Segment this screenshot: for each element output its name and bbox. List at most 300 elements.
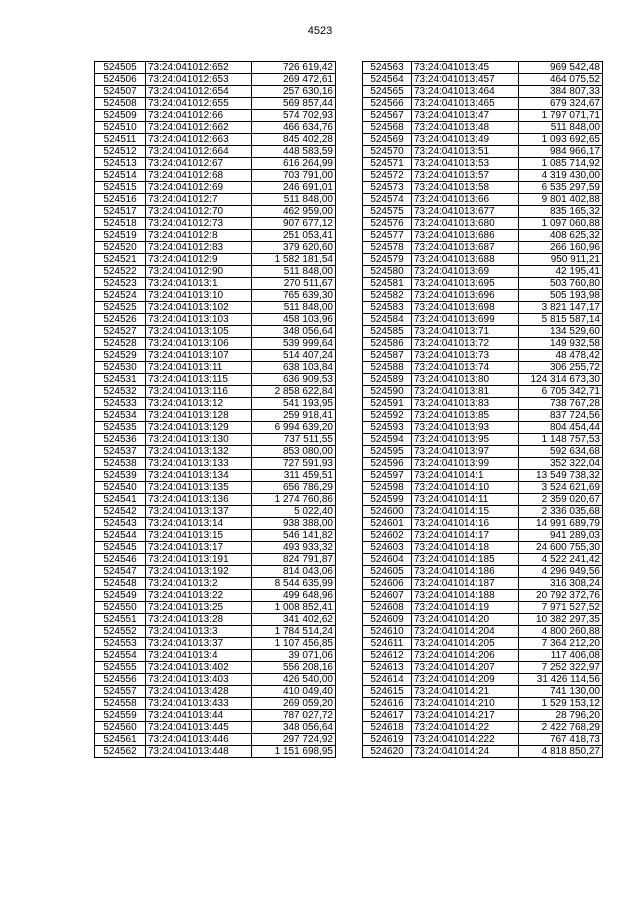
cadastral-number: 73:24:041013:44 [146,710,252,722]
row-number: 524537 [95,446,146,458]
table-row [95,362,336,374]
row-number: 524526 [95,314,146,326]
cadastral-number: 73:24:041013:12 [146,398,252,410]
table-row [363,578,603,590]
amount-value: 3 524 621,69 [519,482,603,494]
row-number: 524543 [95,518,146,530]
table-row [95,290,336,302]
row-number: 524609 [363,614,412,626]
amount-value: 503 760,80 [519,278,603,290]
table-row [363,458,603,470]
table-row [363,530,603,542]
amount-value: 39 071,06 [252,650,336,662]
cadastral-number: 73:24:041012:7 [146,194,252,206]
amount-value: 13 549 738,32 [519,470,603,482]
row-number: 524605 [363,566,412,578]
row-number: 524580 [363,266,412,278]
table-row [363,254,603,266]
cadastral-number: 73:24:041014:209 [412,674,519,686]
amount-value: 616 264,99 [252,158,336,170]
row-number: 524575 [363,206,412,218]
table-row [95,266,336,278]
row-number: 524532 [95,386,146,398]
amount-value: 592 634,68 [519,446,603,458]
cadastral-number: 73:24:041013:25 [146,602,252,614]
row-number: 524513 [95,158,146,170]
cadastral-number: 73:24:041012:654 [146,86,252,98]
row-number: 524585 [363,326,412,338]
table-row [363,74,603,86]
table-row [363,230,603,242]
row-number: 524547 [95,566,146,578]
table-row [95,410,336,422]
amount-value: 505 193,98 [519,290,603,302]
row-number: 524577 [363,230,412,242]
cadastral-number: 73:24:041014:18 [412,542,519,554]
amount-value: 787 027,72 [252,710,336,722]
cadastral-number: 73:24:041012:655 [146,98,252,110]
table-row [363,734,603,746]
table-row [363,398,603,410]
cadastral-number: 73:24:041014:24 [412,746,519,758]
cadastral-number: 73:24:041013:53 [412,158,519,170]
table-row [363,698,603,710]
row-number: 524531 [95,374,146,386]
row-number: 524570 [363,146,412,158]
row-number: 524571 [363,158,412,170]
amount-value: 738 767,28 [519,398,603,410]
row-number: 524563 [363,62,412,74]
cadastral-number: 73:24:041012:663 [146,134,252,146]
table-row [95,386,336,398]
amount-value: 410 049,40 [252,686,336,698]
row-number: 524604 [363,554,412,566]
amount-value: 656 786,29 [252,482,336,494]
cadastral-number: 73:24:041014:19 [412,602,519,614]
cadastral-number: 73:24:041013:95 [412,434,519,446]
cadastral-number: 73:24:041013:107 [146,350,252,362]
cadastral-number: 73:24:041012:653 [146,74,252,86]
row-number: 524535 [95,422,146,434]
row-number: 524556 [95,674,146,686]
cadastral-number: 73:24:041013:97 [412,446,519,458]
amount-value: 466 634,76 [252,122,336,134]
row-number: 524529 [95,350,146,362]
amount-value: 448 583,59 [252,146,336,158]
table-row [363,446,603,458]
cadastral-number: 73:24:041013:128 [146,410,252,422]
row-number: 524550 [95,602,146,614]
table-row [363,674,603,686]
cadastral-number: 73:24:041014:204 [412,626,519,638]
cadastral-number: 73:24:041013:72 [412,338,519,350]
amount-value: 703 791,00 [252,170,336,182]
cadastral-number: 73:24:041013:69 [412,266,519,278]
table-row [95,662,336,674]
table-row [363,434,603,446]
table-row [95,314,336,326]
amount-value: 638 103,84 [252,362,336,374]
cadastral-number: 73:24:041013:3 [146,626,252,638]
row-number: 524524 [95,290,146,302]
row-number: 524507 [95,86,146,98]
row-number: 524592 [363,410,412,422]
cadastral-number: 73:24:041014:210 [412,698,519,710]
row-number: 524530 [95,362,146,374]
amount-value: 737 511,55 [252,434,336,446]
table-row [95,194,336,206]
amount-value: 7 252 322,97 [519,662,603,674]
row-number: 524549 [95,590,146,602]
cadastral-number: 73:24:041012:664 [146,146,252,158]
table-row [363,686,603,698]
table-row [363,98,603,110]
cadastral-number: 73:24:041013:73 [412,350,519,362]
cadastral-number: 73:24:041013:28 [146,614,252,626]
amount-value: 28 796,20 [519,710,603,722]
cadastral-number: 73:24:041014:16 [412,518,519,530]
table-row [95,458,336,470]
cadastral-number: 73:24:041013:37 [146,638,252,650]
cadastral-number: 73:24:041014:22 [412,722,519,734]
table-row [363,386,603,398]
amount-value: 2 336 035,68 [519,506,603,518]
table-row [363,302,603,314]
amount-value: 5 022,40 [252,506,336,518]
row-number: 524602 [363,530,412,542]
amount-value: 297 724,92 [252,734,336,746]
cadastral-number: 73:24:041012:68 [146,170,252,182]
table-row [363,518,603,530]
amount-value: 42 195,41 [519,266,603,278]
table-row [363,350,603,362]
cadastral-number: 73:24:041012:70 [146,206,252,218]
table-row [95,218,336,230]
table-row [363,494,603,506]
row-number: 524597 [363,470,412,482]
table-row [363,158,603,170]
row-number: 524594 [363,434,412,446]
row-number: 524542 [95,506,146,518]
amount-value: 3 821 147,17 [519,302,603,314]
amount-value: 24 600 755,30 [519,542,603,554]
row-number: 524567 [363,110,412,122]
row-number: 524538 [95,458,146,470]
amount-value: 2 359 020,67 [519,494,603,506]
cadastral-number: 73:24:041012:69 [146,182,252,194]
amount-value: 804 454,44 [519,422,603,434]
amount-value: 636 909,53 [252,374,336,386]
row-number: 524569 [363,134,412,146]
table-row [363,194,603,206]
row-number: 524516 [95,194,146,206]
amount-value: 348 056,64 [252,326,336,338]
row-number: 524527 [95,326,146,338]
table-row [363,290,603,302]
cadastral-number: 73:24:041012:652 [146,62,252,74]
cadastral-number: 73:24:041013:116 [146,386,252,398]
row-number: 524540 [95,482,146,494]
cadastral-number: 73:24:041012:66 [146,110,252,122]
cadastral-number: 73:24:041013:137 [146,506,252,518]
table-row [363,542,603,554]
amount-value: 1 529 153,12 [519,698,603,710]
row-number: 524560 [95,722,146,734]
row-number: 524562 [95,746,146,758]
amount-value: 541 193,95 [252,398,336,410]
amount-value: 539 999,64 [252,338,336,350]
amount-value: 1 797 071,71 [519,110,603,122]
row-number: 524508 [95,98,146,110]
amount-value: 5 815 587,14 [519,314,603,326]
row-number: 524558 [95,698,146,710]
row-number: 524576 [363,218,412,230]
amount-value: 10 382 297,35 [519,614,603,626]
amount-value: 426 540,00 [252,674,336,686]
amount-value: 462 959,00 [252,206,336,218]
amount-value: 2 422 768,29 [519,722,603,734]
row-number: 524583 [363,302,412,314]
cadastral-number: 73:24:041014:1 [412,470,519,482]
table-row [95,350,336,362]
amount-value: 511 848,00 [252,194,336,206]
amount-value: 556 208,16 [252,662,336,674]
amount-value: 4 522 241,42 [519,554,603,566]
row-number: 524509 [95,110,146,122]
table-row [363,410,603,422]
row-number: 524573 [363,182,412,194]
table-row [95,158,336,170]
table-row [363,86,603,98]
row-number: 524551 [95,614,146,626]
table-row [95,182,336,194]
table-row [95,206,336,218]
amount-value: 1 097 060,88 [519,218,603,230]
left-register-table [94,61,336,758]
amount-value: 765 639,30 [252,290,336,302]
row-number: 524608 [363,602,412,614]
row-number: 524596 [363,458,412,470]
row-number: 524525 [95,302,146,314]
cadastral-number: 73:24:041013:45 [412,62,519,74]
table-row [363,326,603,338]
table-row [95,374,336,386]
row-number: 524528 [95,338,146,350]
cadastral-number: 73:24:041013:428 [146,686,252,698]
row-number: 524557 [95,686,146,698]
row-number: 524599 [363,494,412,506]
amount-value: 814 043,06 [252,566,336,578]
cadastral-number: 73:24:041013:58 [412,182,519,194]
table-row [363,170,603,182]
row-number: 524511 [95,134,146,146]
row-number: 524520 [95,242,146,254]
cadastral-number: 73:24:041013:17 [146,542,252,554]
amount-value: 727 591,93 [252,458,336,470]
amount-value: 6 705 342,71 [519,386,603,398]
amount-value: 1 582 181,54 [252,254,336,266]
row-number: 524519 [95,230,146,242]
table-row [95,422,336,434]
amount-value: 1 274 760,86 [252,494,336,506]
row-number: 524541 [95,494,146,506]
row-number: 524523 [95,278,146,290]
row-number: 524505 [95,62,146,74]
cadastral-number: 73:24:041013:99 [412,458,519,470]
cadastral-number: 73:24:041013:403 [146,674,252,686]
row-number: 524515 [95,182,146,194]
cadastral-number: 73:24:041014:11 [412,494,519,506]
row-number: 524601 [363,518,412,530]
cadastral-number: 73:24:041014:217 [412,710,519,722]
table-row [95,74,336,86]
amount-value: 941 289,03 [519,530,603,542]
cadastral-number: 73:24:041013:402 [146,662,252,674]
cadastral-number: 73:24:041013:74 [412,362,519,374]
table-row [95,578,336,590]
row-number: 524578 [363,242,412,254]
cadastral-number: 73:24:041013:680 [412,218,519,230]
cadastral-number: 73:24:041013:464 [412,86,519,98]
row-number: 524586 [363,338,412,350]
cadastral-number: 73:24:041013:191 [146,554,252,566]
amount-value: 1 784 514,24 [252,626,336,638]
table-row [95,518,336,530]
table-row [95,746,336,758]
table-row [95,122,336,134]
table-row [363,242,603,254]
cadastral-number: 73:24:041012:8 [146,230,252,242]
row-number: 524593 [363,422,412,434]
row-number: 524521 [95,254,146,266]
amount-value: 511 848,00 [519,122,603,134]
row-number: 524607 [363,590,412,602]
right-register-table [362,61,603,758]
amount-value: 4 818 850,27 [519,746,603,758]
table-row [363,614,603,626]
amount-value: 352 322,04 [519,458,603,470]
cadastral-number: 73:24:041013:48 [412,122,519,134]
cadastral-number: 73:24:041013:115 [146,374,252,386]
amount-value: 9 801 402,88 [519,194,603,206]
amount-value: 379 620,60 [252,242,336,254]
row-number: 524536 [95,434,146,446]
cadastral-number: 73:24:041014:185 [412,554,519,566]
table-row [95,338,336,350]
row-number: 524545 [95,542,146,554]
cadastral-number: 73:24:041014:10 [412,482,519,494]
table-row [363,662,603,674]
table-row [95,698,336,710]
cadastral-number: 73:24:041014:206 [412,650,519,662]
amount-value: 149 932,58 [519,338,603,350]
row-number: 524617 [363,710,412,722]
amount-value: 1 148 757,53 [519,434,603,446]
row-number: 524533 [95,398,146,410]
row-number: 524614 [363,674,412,686]
amount-value: 6 535 297,59 [519,182,603,194]
amount-value: 1 107 456,85 [252,638,336,650]
cadastral-number: 73:24:041014:15 [412,506,519,518]
cadastral-number: 73:24:041013:688 [412,254,519,266]
amount-value: 514 407,24 [252,350,336,362]
table-row [363,218,603,230]
row-number: 524534 [95,410,146,422]
amount-value: 408 625,32 [519,230,603,242]
row-number: 524581 [363,278,412,290]
cadastral-number: 73:24:041012:9 [146,254,252,266]
table-row [363,134,603,146]
table-row [363,626,603,638]
table-row [363,374,603,386]
amount-value: 835 165,32 [519,206,603,218]
table-row [95,638,336,650]
cadastral-number: 73:24:041014:187 [412,578,519,590]
cadastral-number: 73:24:041013:47 [412,110,519,122]
row-number: 524615 [363,686,412,698]
row-number: 524510 [95,122,146,134]
row-number: 524579 [363,254,412,266]
table-row [95,230,336,242]
table-row [95,494,336,506]
table-row [363,314,603,326]
amount-value: 845 402,28 [252,134,336,146]
amount-value: 569 857,44 [252,98,336,110]
table-row [95,98,336,110]
row-number: 524559 [95,710,146,722]
table-row [95,734,336,746]
cadastral-number: 73:24:041013:686 [412,230,519,242]
cadastral-number: 73:24:041013:11 [146,362,252,374]
row-number: 524591 [363,398,412,410]
amount-value: 134 529,60 [519,326,603,338]
row-number: 524574 [363,194,412,206]
table-row [95,554,336,566]
table-row [363,62,603,74]
amount-value: 679 324,67 [519,98,603,110]
table-row [95,446,336,458]
amount-value: 546 141,82 [252,530,336,542]
row-number: 524590 [363,386,412,398]
amount-value: 20 792 372,76 [519,590,603,602]
amount-value: 246 691,01 [252,182,336,194]
cadastral-number: 73:24:041013:103 [146,314,252,326]
table-row [363,602,603,614]
table-row [95,566,336,578]
row-number: 524603 [363,542,412,554]
table-row [95,506,336,518]
row-number: 524568 [363,122,412,134]
cadastral-number: 73:24:041013:85 [412,410,519,422]
row-number: 524546 [95,554,146,566]
row-number: 524518 [95,218,146,230]
row-number: 524512 [95,146,146,158]
cadastral-number: 73:24:041014:20 [412,614,519,626]
table-row [95,254,336,266]
row-number: 524565 [363,86,412,98]
table-row [363,554,603,566]
cadastral-number: 73:24:041012:83 [146,242,252,254]
table-row [363,182,603,194]
row-number: 524554 [95,650,146,662]
amount-value: 499 648,96 [252,590,336,602]
cadastral-number: 73:24:041013:80 [412,374,519,386]
cadastral-number: 73:24:041013:106 [146,338,252,350]
cadastral-number: 73:24:041013:14 [146,518,252,530]
cadastral-number: 73:24:041013:2 [146,578,252,590]
table-row [363,470,603,482]
row-number: 524598 [363,482,412,494]
